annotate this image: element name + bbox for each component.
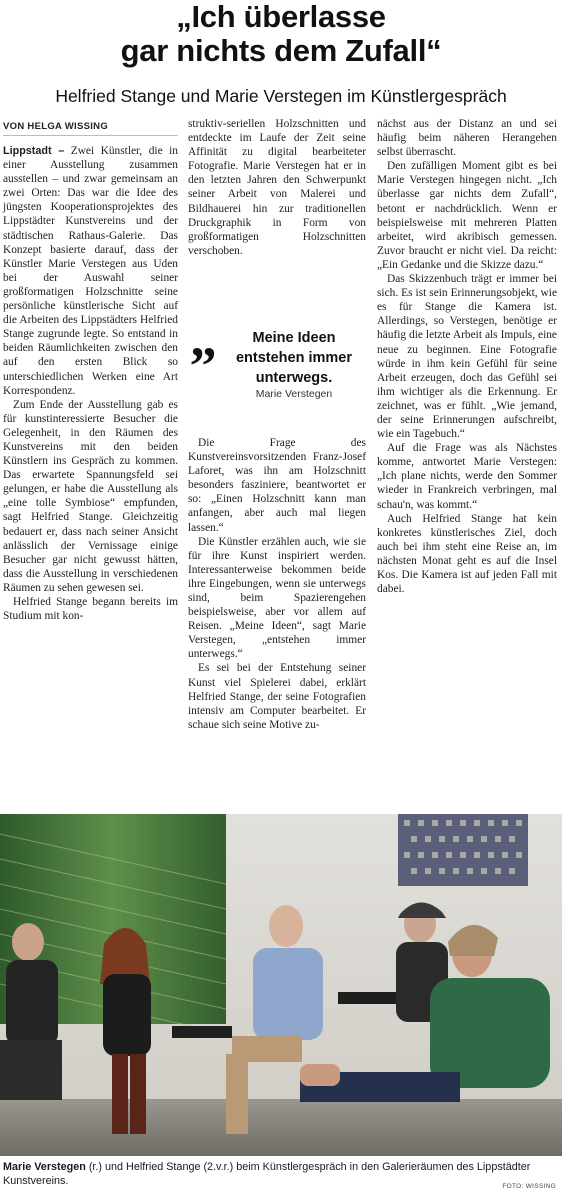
headline-line-2: gar nichts dem Zufall“ (120, 33, 442, 68)
headline (0, 0, 562, 68)
pull-quote (188, 308, 366, 410)
paragraph: Die Künstler erzählen auch, wie sie für ihre Kunst inspiriert werden. Interessanterweise bekommen beide ihre Eingebungen, wenn sie unterwegs sind, beim Spazierengehen beispielsweise, aber vor allem auf Reisen. „Meine Ideen“, sagt Marie Verstegen, „entstehen immer unterwegs.“ (188, 535, 366, 661)
pull-quote-text: Meine Ideen entstehen immer unterwegs. (235, 330, 353, 386)
photo-credit: FOTO: WISSING (502, 1183, 556, 1190)
paragraph: Den zufälligen Moment gibt es bei Marie Verstegen hingegen nicht. „Ich überlasse gar nichts dem Zufall“, betont er nachdrücklich. Wenn er beispielsweise mit mehreren Platten arbeitet, wird akribisch gemessen. Zuvor braucht er nicht viel. Da reicht: „Ein Gedanke und die Skizze dazu.“ (377, 160, 557, 271)
column-1 (3, 144, 178, 623)
pull-quote-author: Marie Verstegen (255, 388, 333, 400)
caption-name: Marie Verstegen (3, 1161, 86, 1173)
paragraph-text: Zwei Künstler, die in einer Ausstellung zusammen ausstellen – und zwar gemeinsam an zwei Orten: Das war die Idee des jüngsten Kooperationsprojektes des Lippstädter Kunstvereins und der städtischen Rathaus-Galerie. Das Konzept basierte darauf, dass der Künstler Marie Verstegen aus Uden bei der Auswahl seiner großformatigen Holzschnitte seine persönliche künstlerische Sicht auf die Arbeiten des Lippstädters Helfried Stange zugrunde legte. So entstand in beiden Räumlichkeiten zwischen den auf den ersten Blick so unterschiedlichen Werken eine Art Korrespondenz. (3, 145, 178, 397)
subheadline: Helfried Stange und Marie Verstegen im Künstlergespräch (55, 86, 507, 106)
paragraph: nächst aus der Distanz an und sei häufig beim näheren Herangehen selbst überrascht. (377, 118, 557, 159)
column-2 (188, 117, 366, 732)
dateline: Lippstadt – (3, 145, 65, 157)
headline-line-1: „Ich überlasse (176, 0, 386, 34)
caption-text: (r.) und Helfried Stange (2.v.r.) beim Künstlergespräch in den Galerieräumen des Lippstädter Kunstvereins. (3, 1161, 531, 1187)
paragraph: Es sei bei der Entstehung seiner Kunst viel Spielerei dabei, erklärt Helfried Stange, der seine Fotografien intensiv am Computer bearbeitet. Er schaue sich seine Motive zu- (188, 662, 366, 731)
paragraph: Helfried Stange begann bereits im Studium mit kon- (3, 596, 178, 623)
paragraph: Das Skizzenbuch trägt er immer bei sich. Es ist sein Erinnerungsobjekt, wie es für Stange die Kamera ist. Allerdings, so Verstegen, benötige er häufig die letzte Arbeit als Impuls, eine neue zu beginnen. Eine Fotografie würde in ihm kein Gefühl für seine Arbeit erzeugen, doch das Gefühl sei ihm wichtiger als die Erkennung. Er zeichnet, was er fühlt. „Wie jemand, der seine Erinnerungen aufschreibt, wie ein Tagebuch.“ (377, 273, 557, 441)
photo-caption (3, 1160, 559, 1188)
paragraph (3, 144, 178, 398)
column-3 (377, 117, 557, 596)
article-photo (0, 814, 562, 1156)
paragraph: struktiv-seriellen Holzschnitten und entdeckte im Laufe der Zeit seine Affinität zu digital bearbeiteter Fotografie. Marie Verstegen hat er in den letzten Jahren den Schwerpunkt seiner Arbeit von Malerei und Bildhauerei hin zur traditionellen Druckgraphik in Form von großformatigen Holzschnitten verschoben. (188, 118, 366, 257)
paragraph: Auch Helfried Stange hat kein konkretes künstlerisches Ziel, doch auch bei ihm steht eine Reise an, im nächsten Monat geht es auf die Insel Kos. Die Kamera ist auf jeden Fall mit dabei. (377, 512, 557, 596)
paragraph: Die Frage des Kunstvereinsvorsitzenden Franz-Josef Laforet, was ihn am Holzschnitt besonders fasziniere, beantwortet er so: „Einen Holzschnitt kann man anfangen, aber auch mal liegen lassen.“ (188, 436, 366, 534)
photo-illustration (0, 814, 562, 1156)
paragraph: Zum Ende der Ausstellung gab es für kunstinteressierte Besucher die Gelegenheit, in den Räumen des Kunstvereins mit den beiden Künstlern ins Gespräch zu kommen. Das erwartete Spannungsfeld sei gelungen, er habe die Ausstellung als „eine tolle Symbiose“ empfunden, sagt Helfried Stange. Gleichzeitig bedauert er, dass nach seiner Ansicht anlässlich der Vernissage einige Besucher gar nicht gewusst hätten, dass die Ausstellung in verschiedenen Räumen zu sehen gewesen sei. (3, 398, 178, 594)
paragraph: Auf die Frage was als Nächstes komme, antwortet Marie Verstegen: „Ich plane nichts, werde den Sommer wieder in Frankreich verbringen, mal schau'n, was kommt.“ (377, 442, 557, 511)
quote-mark-icon: „ (190, 308, 217, 368)
byline: VON HELGA WISSING (3, 121, 178, 136)
